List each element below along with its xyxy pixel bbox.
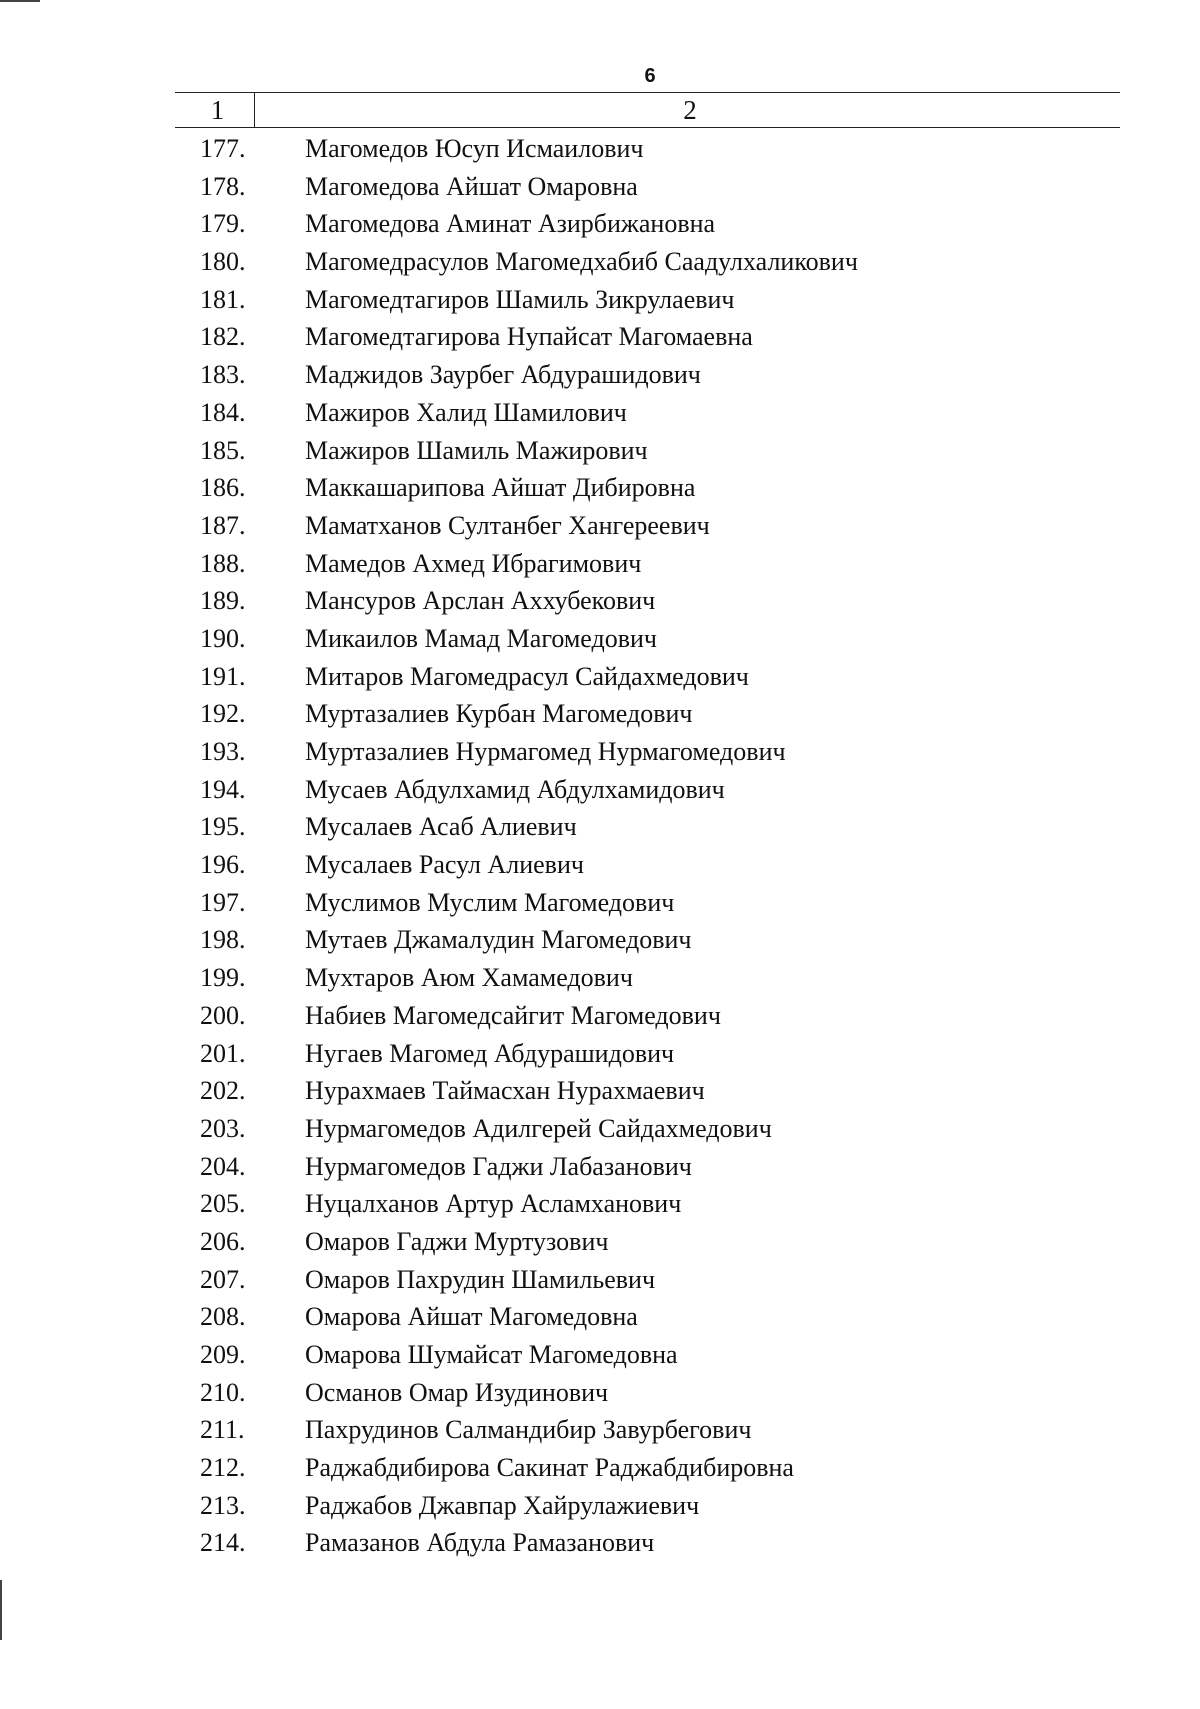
page-number: 6 (644, 65, 656, 87)
list-item-name: Мусалаев Расул Алиевич (305, 850, 584, 880)
list-item-name: Мансуров Арслан Аххубекович (305, 586, 656, 616)
list-item (0, 959, 1200, 997)
list-item-name: Омарова Шумайсат Магомедовна (305, 1340, 678, 1369)
list-item-number: 198. (200, 925, 246, 955)
list-item-number: 188. (200, 548, 246, 578)
table-header-bottom-rule (175, 127, 1120, 128)
list-item-name: Нурмагомедов Адилгерей Сайдахмедович (305, 1113, 772, 1143)
list-item (0, 771, 1200, 809)
list-item-name: Маджидов Заурбег Абдурашидович (305, 360, 701, 390)
list-item-number: 195. (200, 812, 246, 842)
list-item-name: Магомедов Юсуп Исмаилович (305, 134, 644, 163)
list-item-number: 185. (200, 435, 246, 465)
list-item (0, 1185, 1200, 1223)
list-item-name: Мутаев Джамалудин Магомедович (305, 925, 692, 955)
list-item (0, 733, 1200, 771)
list-item-number: 182. (200, 322, 246, 352)
list-item (0, 432, 1200, 470)
list-item-name: Нурмагомедов Гаджи Лабазанович (305, 1151, 692, 1181)
list-item-number: 186. (200, 473, 246, 503)
list-item (0, 1035, 1200, 1073)
list-item-name: Омаров Гаджи Муртузович (305, 1226, 609, 1256)
list-item (0, 1411, 1200, 1449)
list-item (0, 356, 1200, 394)
list-item (0, 1449, 1200, 1487)
list-item-number: 191. (200, 661, 246, 691)
list-item-name: Магомедова Аминат Азирбижановна (305, 209, 716, 239)
list-item-number: 202. (200, 1076, 246, 1106)
list-item-name: Маккашарипова Айшат Дибировна (305, 473, 696, 503)
list-item-number: 214. (200, 1528, 246, 1558)
scan-corner-mark (0, 0, 40, 2)
scan-edge-mark (0, 1580, 2, 1640)
list-item-name: Пахрудинов Салмандибир Завурбегович (305, 1415, 752, 1445)
list-item-name: Османов Омар Изудинович (305, 1377, 609, 1407)
list-item-number: 210. (200, 1377, 246, 1407)
list-item (0, 1261, 1200, 1299)
list-item-name: Омарова Айшат Магомедовна (305, 1302, 638, 1332)
list-item (0, 1148, 1200, 1186)
table-header-divider (254, 92, 255, 127)
list-item (0, 205, 1200, 243)
list-item-number: 190. (200, 623, 246, 653)
list-item-name: Мажиров Шамиль Мажирович (305, 435, 648, 465)
list-item-number: 181. (200, 284, 246, 314)
list-item-number: 187. (200, 510, 246, 540)
list-item-number: 205. (200, 1189, 246, 1219)
name-list (0, 130, 1200, 1562)
list-item-number: 197. (200, 887, 246, 917)
list-item-name: Маматханов Султанбег Хангереевич (305, 510, 710, 540)
list-item-number: 206. (200, 1226, 246, 1256)
list-item-number: 199. (200, 963, 246, 993)
list-item-name: Магомедтагиров Шамиль Зикрулаевич (305, 284, 735, 314)
list-item-name: Муртазалиев Курбан Магомедович (305, 699, 693, 729)
list-item (0, 1072, 1200, 1110)
list-item-name: Раджабдибирова Сакинат Раджабдибировна (305, 1453, 794, 1483)
list-item (0, 1298, 1200, 1336)
list-item-number: 189. (200, 586, 246, 616)
list-item-number: 213. (200, 1490, 246, 1520)
list-item (0, 808, 1200, 846)
list-item-name: Магомедрасулов Магомедхабиб Саадулхаликович (305, 247, 858, 277)
list-item-number: 192. (200, 699, 246, 729)
list-item (0, 394, 1200, 432)
list-item-number: 179. (200, 209, 246, 239)
list-item-name: Омаров Пахрудин Шамильевич (305, 1264, 656, 1294)
list-item-name: Мажиров Халид Шамилович (305, 397, 627, 427)
list-item-name: Микаилов Мамад Магомедович (305, 623, 658, 653)
list-item (0, 884, 1200, 922)
table-header-top-rule (175, 92, 1120, 93)
list-item-number: 208. (200, 1302, 246, 1332)
list-item-number: 193. (200, 737, 246, 766)
list-item-number: 203. (200, 1113, 246, 1143)
list-item (0, 997, 1200, 1035)
list-item (0, 243, 1200, 281)
list-item-number: 184. (200, 397, 246, 427)
list-item-name: Набиев Магомедсайгит Магомедович (305, 1000, 721, 1030)
list-item-number: 209. (200, 1340, 246, 1369)
list-item (0, 281, 1200, 319)
list-item-number: 207. (200, 1264, 246, 1294)
list-item (0, 846, 1200, 884)
list-item (0, 1223, 1200, 1261)
list-item (0, 1374, 1200, 1412)
list-item-number: 196. (200, 850, 246, 880)
list-item-number: 180. (200, 247, 246, 277)
list-item (0, 1524, 1200, 1562)
list-item-name: Магомедова Айшат Омаровна (305, 171, 638, 201)
list-item (0, 168, 1200, 206)
column-header-name: 2 (683, 95, 697, 125)
list-item-number: 212. (200, 1453, 246, 1483)
list-item-number: 183. (200, 360, 246, 390)
list-item-name: Рамазанов Абдула Рамазанович (305, 1528, 655, 1558)
list-item (0, 620, 1200, 658)
list-item-name: Мухтаров Аюм Хамамедович (305, 963, 633, 993)
list-item-name: Муслимов Муслим Магомедович (305, 887, 675, 917)
column-header-number: 1 (210, 95, 225, 125)
list-item-number: 178. (200, 171, 246, 201)
list-item-name: Мамедов Ахмед Ибрагимович (305, 548, 642, 578)
list-item (0, 1487, 1200, 1525)
list-item-number: 201. (200, 1038, 246, 1068)
list-item-name: Раджабов Джавпар Хайрулажиевич (305, 1490, 700, 1520)
list-item (0, 921, 1200, 959)
list-item-number: 204. (200, 1151, 246, 1181)
list-item (0, 1110, 1200, 1148)
list-item (0, 695, 1200, 733)
list-item (0, 469, 1200, 507)
list-item (0, 130, 1200, 168)
list-item-name: Митаров Магомедрасул Сайдахмедович (305, 661, 749, 691)
list-item (0, 318, 1200, 356)
list-item (0, 658, 1200, 696)
list-item-name: Мусалаев Асаб Алиевич (305, 812, 577, 842)
list-item-number: 177. (200, 134, 246, 163)
list-item-number: 211. (200, 1415, 245, 1445)
list-item-name: Мусаев Абдулхамид Абдулхамидович (305, 774, 725, 804)
list-item-name: Муртазалиев Нурмагомед Нурмагомедович (305, 737, 786, 766)
list-item-name: Нурахмаев Таймасхан Нурахмаевич (305, 1076, 705, 1106)
list-item (0, 1336, 1200, 1374)
list-item (0, 545, 1200, 583)
list-item-name: Нуцалханов Артур Асламханович (305, 1189, 682, 1219)
list-item-name: Нугаев Магомед Абдурашидович (305, 1038, 675, 1068)
list-item (0, 507, 1200, 545)
list-item-name: Магомедтагирова Нупайсат Магомаевна (305, 322, 753, 352)
list-item-number: 200. (200, 1000, 246, 1030)
list-item (0, 582, 1200, 620)
list-item-number: 194. (200, 774, 246, 804)
